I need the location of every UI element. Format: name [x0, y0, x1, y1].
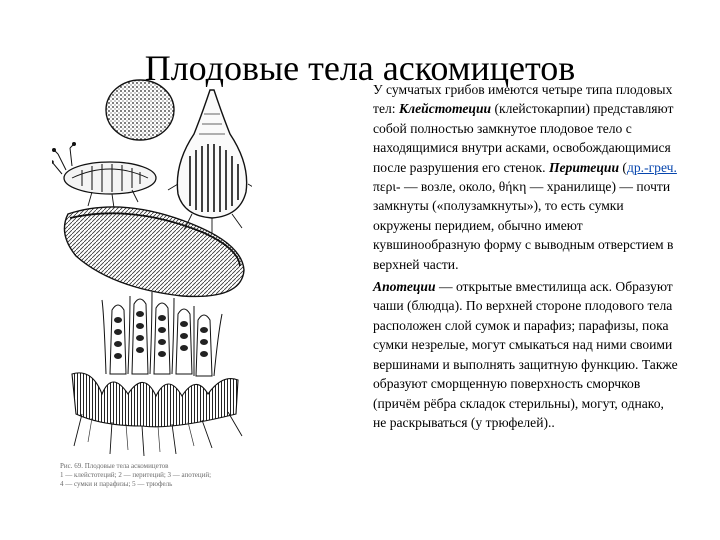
asci-paraphyses-drawing	[72, 292, 242, 456]
term-cleistothecia: Клейстотеции	[398, 101, 492, 117]
paren-open: (	[619, 159, 627, 175]
ancient-greek-link[interactable]: др.-греч.	[626, 159, 677, 175]
slide-title: Плодовые тела аскомицетов	[144, 48, 576, 89]
ascomycete-illustration	[52, 74, 252, 459]
apothecium-drawing	[64, 207, 244, 297]
paragraph-fruiting-body-types	[373, 80, 678, 274]
figure-caption	[60, 462, 250, 489]
cleistothecium-drawing	[106, 80, 174, 140]
apothecia-description: — открытые вместилища аск. Образуют чаши (блюдца). По верхней стороне плодового тела расположен слой сумок и парафиз; парафизы, пока сумки незрелые, могут смыкаться над ними своими вершинами и выполнять защитную функцию. Также образуют сморщенную поверхность сморчков (причём рёбра складок стерильны), могут, однако, не раскрываться (у трюфелей)..	[373, 279, 678, 430]
description-text	[373, 80, 678, 432]
flask-perithecium-drawing	[168, 90, 252, 234]
term-perithecia: Перитеции	[548, 159, 620, 175]
caption-line: 1 — клейстотеций; 2 — перитеций; 3 — апотеций;	[60, 471, 212, 479]
paragraph-apothecia	[373, 277, 678, 432]
caption-line: Рис. 69. Плодовые тела аскомицетов	[60, 462, 169, 470]
perithecium-drawing	[52, 142, 156, 208]
perithecia-description: περι- — возле, около, θήκη — хранилище) — почти замкнуты («полузамкнуты»), то есть сумки окружены перидием, обычно имеют кувшинообразную форму с выводным отверстием в верхней части.	[373, 179, 674, 272]
cleistothecia-description: (клейстокарпии) представляют собой полностью замкнутое плодовое тело с находящимися внутри асками, освобождающимися после разрушения его стенок.	[373, 101, 674, 175]
term-apothecia: Апотеции	[373, 279, 436, 295]
caption-line: 4 — сумки и парафизы; 5 — трюфель	[60, 480, 173, 488]
intro-text: У сумчатых грибов имеются четыре типа плодовых тел:	[373, 82, 673, 117]
